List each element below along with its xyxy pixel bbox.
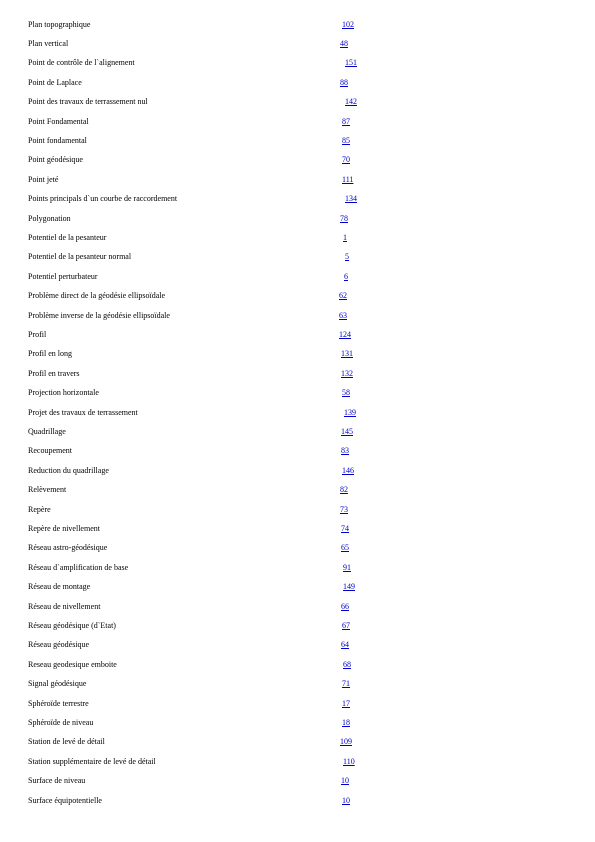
index-entry	[0, 444, 595, 458]
page-number-link[interactable]: 1	[343, 232, 347, 242]
index-term: Potentiel de la pesanteur normal	[28, 252, 132, 262]
index-term: Réseau géodésique	[28, 640, 90, 650]
index-term: Relèvement	[28, 485, 67, 495]
index-term: Plan topographique	[28, 19, 91, 29]
page-number-link[interactable]: 88	[340, 77, 348, 87]
page-number-link[interactable]: 67	[342, 620, 350, 630]
index-entry	[0, 464, 595, 478]
index-term: Point géodésique	[28, 155, 83, 165]
page-number-link[interactable]: 151	[345, 58, 357, 68]
index-entry	[0, 56, 595, 70]
index-entry	[0, 95, 595, 109]
index-entry	[0, 173, 595, 187]
index-term: Sphéroïde terrestre	[28, 698, 89, 708]
index-entry	[0, 503, 595, 517]
index-term: Potentiel de la pesanteur	[28, 232, 107, 242]
page-number-link[interactable]: 18	[342, 717, 350, 727]
index-entry	[0, 638, 595, 652]
index-term: Point fondamental	[28, 135, 87, 145]
page-number-link[interactable]: 85	[342, 135, 350, 145]
page-number-link[interactable]: 73	[340, 504, 348, 514]
index-entry	[0, 76, 595, 90]
page-number-link[interactable]: 91	[343, 562, 351, 572]
index-term: Surface de niveau	[28, 776, 86, 786]
index-term: Station supplémentaire de levé de détail	[28, 756, 156, 766]
index-entry	[0, 580, 595, 594]
page-number-link[interactable]: 110	[343, 756, 355, 766]
index-entry	[0, 347, 595, 361]
index-term: Station de levé de détail	[28, 737, 105, 747]
index-term: Repère	[28, 504, 51, 514]
index-term: Problème inverse de la géodésie ellipsoïdale	[28, 310, 170, 320]
page-number-link[interactable]: 78	[340, 213, 348, 223]
index-entry	[0, 541, 595, 555]
page-number-link[interactable]: 146	[342, 465, 354, 475]
index-term: Point de Laplace	[28, 77, 82, 87]
index-term: Projection horizontale	[28, 388, 99, 398]
page-number-link[interactable]: 10	[341, 776, 349, 786]
index-term: Surface équipotentielle	[28, 795, 102, 805]
index-term: Repère de nivellement	[28, 523, 100, 533]
index-term: Réseau astro-géodésique	[28, 543, 108, 553]
index-term: Projet des travaux de terrassement	[28, 407, 138, 417]
page-number-link[interactable]: 70	[342, 155, 350, 165]
index-entry	[0, 37, 595, 51]
index-term: Réseau de nivellement	[28, 601, 101, 611]
page-number-link[interactable]: 66	[341, 601, 349, 611]
index-entry	[0, 231, 595, 245]
index-term: Recoupement	[28, 446, 72, 456]
index-entry	[0, 289, 595, 303]
index-entry	[0, 561, 595, 575]
index-entry	[0, 212, 595, 226]
index-entry	[0, 115, 595, 129]
index-entry	[0, 697, 595, 711]
index-term: Profil	[28, 329, 47, 339]
index-term: Reduction du quadrillage	[28, 465, 109, 475]
index-entry	[0, 134, 595, 148]
page-number-link[interactable]: 58	[342, 388, 350, 398]
index-entry	[0, 192, 595, 206]
index-entry	[0, 774, 595, 788]
index-entry	[0, 367, 595, 381]
index-entry	[0, 328, 595, 342]
index-term: Réseau géodésique (d`Etat)	[28, 620, 116, 630]
page-number-link[interactable]: 17	[342, 698, 350, 708]
index-entry	[0, 250, 595, 264]
index-entry	[0, 406, 595, 420]
index-entry	[0, 18, 595, 32]
page-number-link[interactable]: 139	[344, 407, 356, 417]
page-number-link[interactable]: 74	[341, 523, 349, 533]
index-term: Sphéroïde de niveau	[28, 717, 94, 727]
page-number-link[interactable]: 149	[343, 582, 355, 592]
page-number-link[interactable]: 82	[340, 485, 348, 495]
index-term: Point de contrôle de l`alignement	[28, 58, 135, 68]
page-number-link[interactable]: 63	[339, 310, 347, 320]
index-term: Quadrillage	[28, 426, 66, 436]
page-number-link[interactable]: 68	[343, 659, 351, 669]
index-term: Réseau de montage	[28, 582, 91, 592]
index-entry	[0, 755, 595, 769]
index-term: Reseau geodesique emboite	[28, 659, 117, 669]
index-entry	[0, 522, 595, 536]
index-entry	[0, 483, 595, 497]
index-entry	[0, 270, 595, 284]
index-entry	[0, 309, 595, 323]
index-term: Potentiel perturbateur	[28, 271, 98, 281]
index-entry	[0, 600, 595, 614]
page-number-link[interactable]: 142	[345, 97, 357, 107]
index-entry	[0, 794, 595, 808]
index-entry	[0, 735, 595, 749]
page-number-link[interactable]: 102	[342, 19, 354, 29]
page-number-link[interactable]: 145	[341, 426, 353, 436]
index-entry	[0, 386, 595, 400]
index-entry	[0, 658, 595, 672]
page-number-link[interactable]: 83	[341, 446, 349, 456]
index-entry	[0, 716, 595, 730]
index-entry	[0, 425, 595, 439]
page-number-link[interactable]: 64	[341, 640, 349, 650]
index-term: Plan vertical	[28, 38, 69, 48]
index-entry	[0, 619, 595, 633]
page-number-link[interactable]: 62	[339, 291, 347, 301]
index-term: Profil en travers	[28, 368, 80, 378]
page-number-link[interactable]: 6	[344, 271, 348, 281]
index-term: Point jeté	[28, 174, 59, 184]
page-number-link[interactable]: 131	[341, 349, 353, 359]
page-number-link[interactable]: 10	[342, 795, 350, 805]
index-entry	[0, 153, 595, 167]
index-term: Problème direct de la géodésie ellipsoïdale	[28, 291, 166, 301]
index-term: Signal géodésique	[28, 679, 87, 689]
page-number-link[interactable]: 65	[341, 543, 349, 553]
page-number-link[interactable]: 71	[342, 679, 350, 689]
page-number-link[interactable]: 132	[341, 368, 353, 378]
index-entry	[0, 677, 595, 691]
index-term: Points principals d`un courbe de raccordement	[28, 194, 178, 204]
page-number-link[interactable]: 48	[340, 38, 348, 48]
page-number-link[interactable]: 111	[342, 174, 354, 184]
page-number-link[interactable]: 5	[345, 252, 349, 262]
page-number-link[interactable]: 87	[342, 116, 350, 126]
page-number-link[interactable]: 124	[339, 329, 351, 339]
index-term: Polygonation	[28, 213, 71, 223]
index-term: Réseau d`amplification de base	[28, 562, 129, 572]
index-term: Profil en long	[28, 349, 72, 359]
page-number-link[interactable]: 134	[345, 194, 357, 204]
index-term: Point des travaux de terrassement nul	[28, 97, 148, 107]
index-term: Point Fondamental	[28, 116, 89, 126]
page-number-link[interactable]: 109	[340, 737, 352, 747]
